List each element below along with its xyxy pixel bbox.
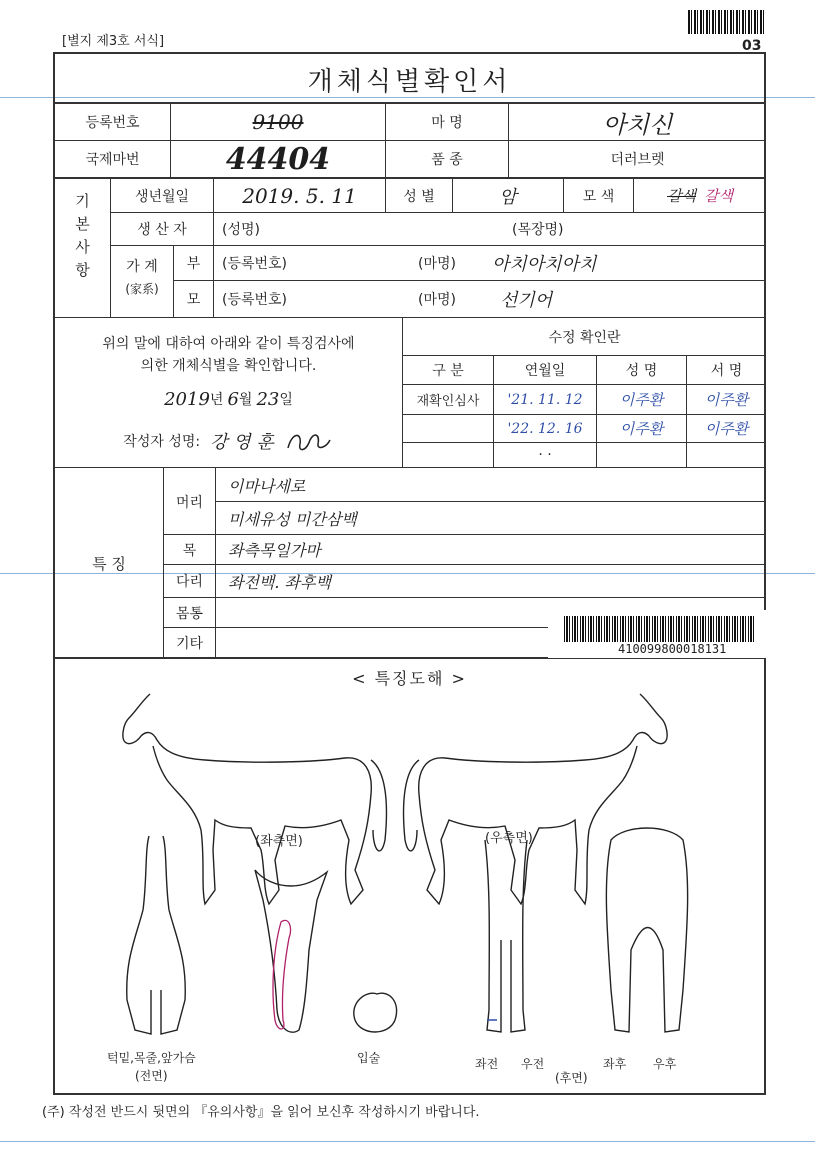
reg-no-value: 9100: [252, 110, 304, 134]
horse-diagrams: [55, 690, 764, 1090]
revision-title: 수정 확인란: [548, 330, 621, 346]
dam-reg-label: (등록번호): [222, 292, 288, 308]
breed-value: 더러브렛: [610, 152, 665, 168]
body-label: 몸통: [175, 605, 204, 622]
breed-label: 품 종: [431, 152, 463, 168]
features-section-label: 특 징: [92, 554, 126, 573]
left-fore-caption: 좌전: [475, 1057, 499, 1071]
horse-name-value: 아치신: [602, 110, 673, 139]
rev-row3-sign: [687, 443, 766, 467]
rear-horse: [606, 828, 687, 1032]
right-hind-caption: 우후: [653, 1057, 677, 1071]
birth-label: 생년월일: [134, 188, 190, 205]
coat-label: 모 색: [582, 188, 615, 205]
other-label: 기타: [175, 635, 204, 652]
rev-header-sign: 서 명: [710, 363, 743, 379]
horse-name-label: 마 명: [431, 115, 463, 131]
left-hind-caption: 좌후: [603, 1057, 627, 1071]
head-line2: 미세유성 미간삼백: [228, 509, 357, 529]
rev-row2-name: 이주환: [619, 420, 664, 438]
rev-row2-sign: 이주환: [704, 420, 749, 438]
rev-row3-date: · ·: [538, 447, 552, 463]
pedigree-label: 가 계 (家系): [125, 259, 159, 296]
rev-row1-name: 이주환: [619, 391, 664, 409]
rear-sub-caption: (후면): [555, 1071, 588, 1085]
dam-label: 모: [186, 292, 201, 308]
confirm-text: 위의 말에 대하여 아래와 같이 특징검사에 의한 개체식별을 확인합니다.: [102, 336, 355, 374]
sire-reg-label: (등록번호): [222, 256, 288, 272]
front-legs: [485, 840, 527, 1032]
form-label: [별지 제3호 서식]: [62, 34, 165, 49]
sire-label: 부: [186, 256, 201, 272]
sex-label: 성 별: [403, 188, 435, 205]
sire-name-value: 아치아치아치: [492, 254, 597, 275]
author-signature: [284, 426, 334, 456]
producer-label: 생 산 자: [137, 222, 187, 238]
right-side-horse: [419, 694, 667, 904]
sex-value: 암: [499, 186, 517, 208]
rev-row1-date: '21. 11. 12: [507, 391, 583, 408]
right-fore-caption: 우전: [521, 1057, 545, 1071]
left-side-horse: [123, 694, 371, 904]
rev-row2-type: [403, 415, 493, 442]
coat-value: 갈색 갈색: [667, 187, 733, 205]
head-line1: 이마나세로: [228, 476, 306, 496]
page-number: 03: [742, 38, 762, 54]
rev-header-date: 연월일: [524, 363, 566, 379]
confirm-date: 2019 년 6 월 23 일: [164, 388, 293, 410]
author: 작성자 성명: 강 영 훈: [55, 424, 402, 458]
dam-name-label: (마명): [418, 292, 456, 308]
farm-label: (목장명): [512, 222, 564, 238]
face-marking: [273, 920, 291, 1029]
barcode-number: 410099800018131: [618, 642, 727, 656]
neck-value: 좌측목일가마: [228, 541, 321, 560]
left-side-caption: (좌측면): [255, 834, 303, 849]
rev-row3-type: [403, 443, 493, 467]
rev-row2-date: '22. 12. 16: [507, 420, 583, 437]
dam-name-value: 선기어: [500, 290, 553, 311]
rev-row1-type: 재확인심사: [416, 394, 480, 409]
right-side-caption: (우측면): [485, 831, 533, 846]
front-sub-caption: (전면): [135, 1069, 168, 1083]
birth-value: 2019. 5. 11: [242, 183, 357, 208]
legs-value: 좌전백. 좌후백: [228, 572, 331, 592]
front-caption: 턱밑,목줄,앞가슴: [107, 1051, 196, 1065]
barcode-bars: [564, 616, 754, 642]
barcode-sticker: [548, 610, 766, 658]
sire-name-label: (마명): [418, 256, 456, 272]
footer-note: (주) 작성전 반드시 뒷면의 『유의사항』을 읽어 보신후 작성하시기 바랍니다.: [42, 1105, 480, 1120]
lips: [354, 993, 397, 1032]
front-chest-horse: [127, 836, 186, 1034]
head-label: 머리: [175, 494, 204, 511]
intl-no-value: 44404: [225, 141, 331, 177]
neck-label: 목: [182, 542, 197, 559]
intl-no-label: 국제마번: [85, 152, 140, 168]
document-title: 개체식별확인서: [307, 66, 512, 97]
legs-label: 다리: [175, 574, 204, 590]
producer-name-label: (성명): [222, 222, 260, 238]
basic-section-label: 기 본 사 항: [75, 192, 90, 279]
rev-header-name: 성 명: [625, 363, 658, 379]
rev-row1-sign: 이주환: [704, 391, 749, 409]
top-barcode: [688, 10, 764, 34]
rev-row3-name: [597, 443, 686, 467]
reg-no-label: 등록번호: [85, 115, 140, 131]
lips-caption: 입술: [357, 1051, 381, 1065]
diagram-title: < 특징도해 >: [352, 668, 467, 688]
rev-header-type: 구 분: [432, 363, 464, 379]
